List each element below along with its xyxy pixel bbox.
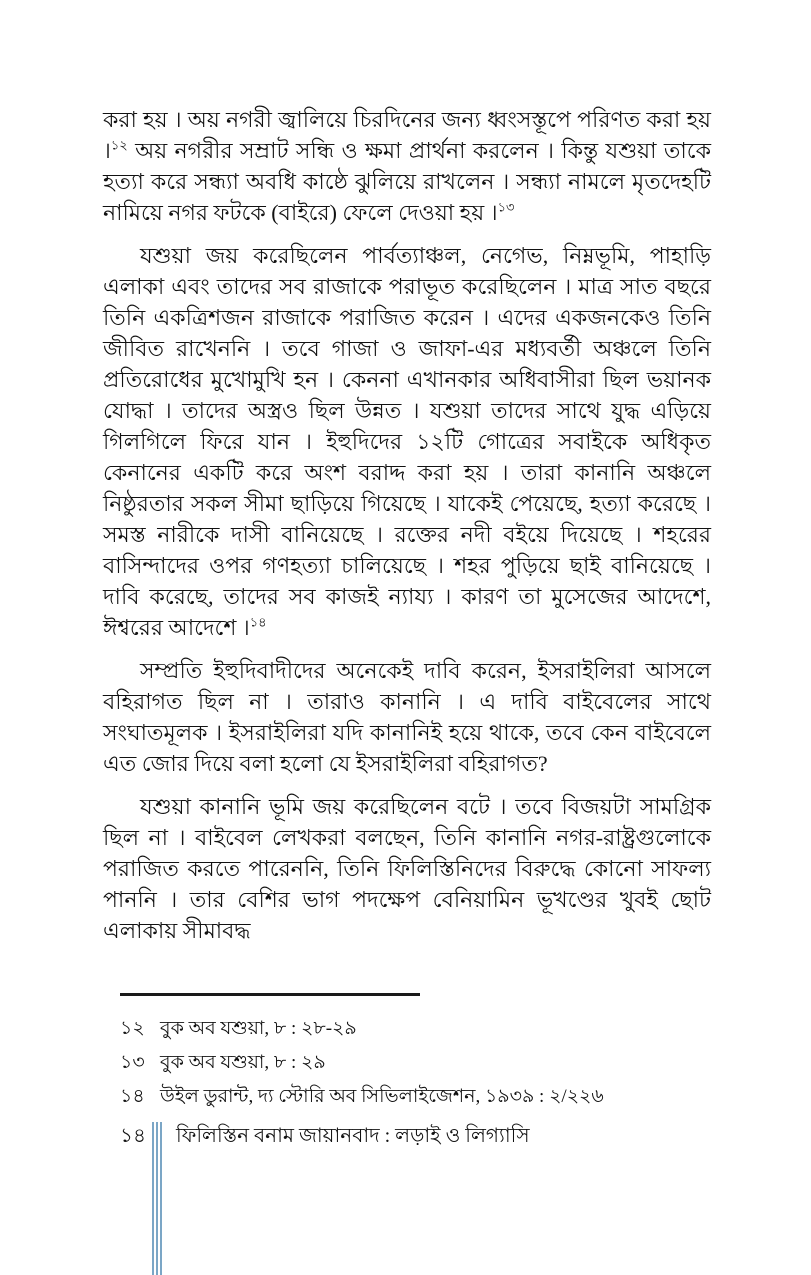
paragraph-text: যশুয়া কানানি ভূমি জয় করেছিলেন বটে । তবে বিজয়টা সামগ্রিক ছিল না । বাইবেল লেখকরা বলছেন, তিনি কানানি নগর-রাষ্ট্রগুলোকে পরাজিত করতে পারেননি, তিনি ফিলিস্তিনিদের বিরুদ্ধে কোনো সাফল্য পাননি । তার বেশির ভাগ পদক্ষেপ বেনিয়ামিন ভূখণ্ডের খুবই ছোট এলাকায় সীমাবদ্ধ [103,794,711,943]
footnote-text: বুক অব যশুয়া, ৮ : ২৯ [160,1052,326,1073]
paragraph [103,655,711,779]
footnote-text: উইল ডুরান্ট, দ্য স্টোরি অব সিভিলাইজেশন, ১৯৩৯ : ২/২২৬ [160,1086,604,1107]
footnote-section [120,993,680,1114]
book-title: ফিলিস্তিন বনাম জায়ানবাদ : লড়াই ও লিগ্যাসি [176,1125,530,1147]
footnote-item [120,1046,680,1080]
footnote-item [120,1080,680,1114]
paragraph-text: সম্প্রতি ইহুদিবাদীদের অনেকেই দাবি করেন, ইসরাইলিরা আসলে বহিরাগত ছিল না । তারাও কানানি । এ দাবি বাইবেলের সাথে সংঘাতমূলক । ইসরাইলিরা যদি কানানিই হয়ে থাকে, তবে কেন বাইবেলে এত জোর দিয়ে বলা হলো যে ইসরাইলিরা বহিরাগত? [103,658,711,776]
footnote-list [120,1012,680,1114]
paragraph [103,791,711,946]
footnote-number: ১২ [120,1018,145,1039]
page-number: ১৪ [120,1125,146,1147]
divider-line [156,1122,158,1275]
paragraph [103,240,711,643]
footnote-number: ১৪ [120,1086,145,1107]
footnote-item [120,1012,680,1046]
paragraph [103,104,711,228]
footnote-ref: ১৩ [497,199,515,215]
paragraph-text: অয় নগরীর সম্রাট সন্ধি ও ক্ষমা প্রার্থনা করলেন । কিন্তু যশুয়া তাকে হত্যা করে সন্ধ্যা অবধি কাষ্ঠে ঝুলিয়ে রাখলেন । সন্ধ্যা নামলে মৃতদেহটি নামিয়ে নগর ফটকে (বাইরে) ফেলে দেওয়া হয় । [103,138,711,225]
divider-line [160,1122,162,1275]
page-footer [120,1122,811,1275]
footer-divider-lines [152,1122,162,1275]
paragraph-text: করা হয় । অয় নগরী জ্বালিয়ে চিরদিনের জন্য ধ্বংসস্তূপে পরিণত করা হয় । [103,107,711,163]
paragraph-text: যশুয়া জয় করেছিলেন পার্বত্যাঞ্চল, নেগেভ, নিম্নভূমি, পাহাড়ি এলাকা এবং তাদের সব রাজাকে পরাভূত করেছিলেন । মাত্র সাত বছরে তিনি একত্রিশজন রাজাকে পরাজিত করেন । এদের একজনকেও তিনি জীবিত রাখেননি । তবে গাজা ও জাফা-এর মধ্যবর্তী অঞ্চলে তিনি প্রতিরোধের মুখোমুখি হন । কেননা এখানকার অধিবাসীরা ছিল ভয়ানক যোদ্ধা । তাদের অস্ত্রও ছিল উন্নত । যশুয়া তাদের সাথে যুদ্ধ এড়িয়ে গিলগিলে ফিরে যান । ইহুদিদের ১২টি গোত্রের সবাইকে অধিকৃত কেনানের একটি করে অংশ বরাদ্দ করা হয় । তারা কানানি অঞ্চলে নিষ্ঠুরতার সকল সীমা ছাড়িয়ে গিয়েছে । যাকেই পেয়েছে, হত্যা করেছে । সমস্ত নারীকে দাসী বানিয়েছে । রক্তের নদী বইয়ে দিয়েছে । শহরের বাসিন্দাদের ওপর গণহত্যা চালিয়েছে । শহর পুড়িয়ে ছাই বানিয়েছে । দাবি করেছে, তাদের সব কাজই ন্যায্য । কারণ তা মুসেজের আদেশে, ঈশ্বরের আদেশে । [103,243,711,640]
footnote-ref: ১২ [110,137,128,153]
footnote-ref: ১৪ [249,614,267,630]
divider-line [152,1122,154,1275]
footnote-text: বুক অব যশুয়া, ৮ : ২৮-২৯ [160,1018,357,1039]
body-paragraphs [103,104,711,958]
footnote-number: ১৩ [120,1052,145,1073]
footnote-separator-rule [120,993,420,996]
